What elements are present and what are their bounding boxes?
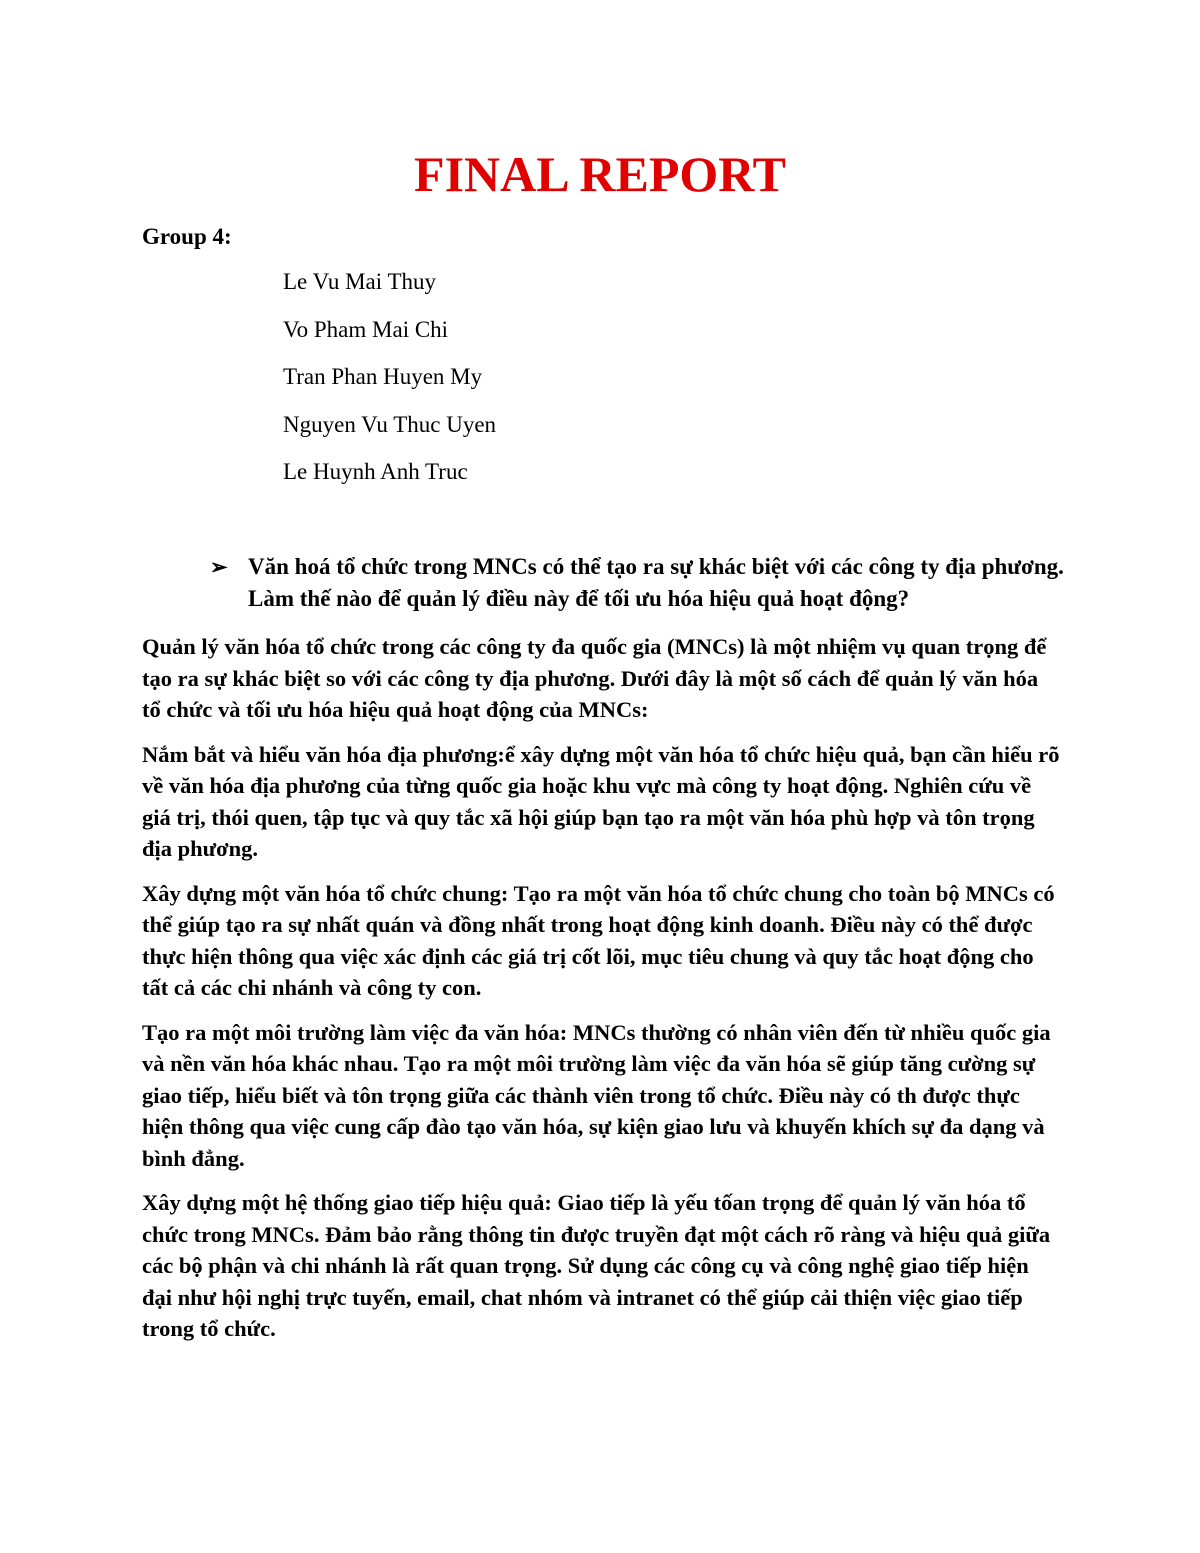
paragraph-common-culture: Xây dựng một văn hóa tổ chức chung: Tạo ra một văn hóa tổ chức chung cho toàn bộ MNCs có thể giúp tạo ra sự nhất quán và đồng nhất trong hoạt động kinh doanh. Điều này có thể được thực hiện thông qua việc xác định các giá trị cốt lõi, mục tiêu chung và quy tắc hoạt động cho tất cả các chi nhánh và công ty con. (142, 880, 1055, 1000)
paragraph-local-culture: Nắm bắt và hiểu văn hóa địa phương:ể xây dựng một văn hóa tổ chức hiệu quả, bạn cần hiểu rõ về văn hóa địa phương của từng quốc gia hoặc khu vực mà công ty hoạt động. Nghiên cứu về giá trị, thói quen, tập tục và quy tắc xã hội giúp bạn tạo ra một văn hóa phù hợp và tôn trọng địa phương. (142, 741, 1060, 861)
member-name: Tran Phan Huyen My (283, 364, 483, 389)
paragraph-multicultural: Tạo ra một môi trường làm việc đa văn hóa: MNCs thường có nhân viên đến từ nhiều quốc gia và nền văn hóa khác nhau. Tạo ra một môi trường làm việc đa văn hóa sẽ giúp tăng cường sự giao tiếp, hiểu biết và tôn trọng giữa các thành viên trong tổ chức. Điều này có th được thực hiện thông qua việc cung cấp đào tạo văn hóa, sự kiện giao lưu và khuyến khích sự đa dạng và bình đẳng. (142, 1019, 1051, 1171)
member-name: Vo Pham Mai Chi (283, 316, 449, 342)
body-text (142, 631, 1062, 1358)
paragraph-communication: Xây dựng một hệ thống giao tiếp hiệu quả: Giao tiếp là yếu tốan trọng để quản lý văn hóa tổ chức trong MNCs. Đảm bảo rằng thông tin được truyền đạt một cách rõ ràng và hiệu quả giữa các bộ phận và chi nhánh là rất quan trọng. Sử dụng các công cụ và công nghệ giao tiếp hiện đại như hội nghị trực tuyến, email, chat nhóm và intranet có thể giúp cải thiện việc giao tiếp trong tổ chức. (142, 1190, 1051, 1341)
paragraph-intro: Quản lý văn hóa tổ chức trong các công ty đa quốc gia (MNCs) là một nhiệm vụ quan trọng để tạo ra sự khác biệt so với các công ty địa phương. Dưới đây là một số cách để quản lý văn hóa tổ chức và tối ưu hóa hiệu quả hoạt động của MNCs: (142, 634, 1047, 722)
page-title: FINAL REPORT (414, 146, 786, 202)
group-label: Group 4: (142, 224, 232, 249)
member-name: Nguyen Vu Thuc Uyen (283, 411, 497, 437)
question-text: Văn hoá tổ chức trong MNCs có thể tạo ra sự khác biệt với các công ty địa phương. Làm thế nào để quản lý điều này để tối ưu hóa hiệu quả hoạt động? (248, 554, 1064, 611)
member-name: Le Huynh Anh Truc (283, 459, 468, 484)
question-bullet-item (210, 551, 1070, 615)
member-name: Le Vu Mai Thuy (283, 269, 437, 294)
arrow-bullet-icon: ➢ (210, 555, 228, 579)
member-list (283, 266, 496, 504)
